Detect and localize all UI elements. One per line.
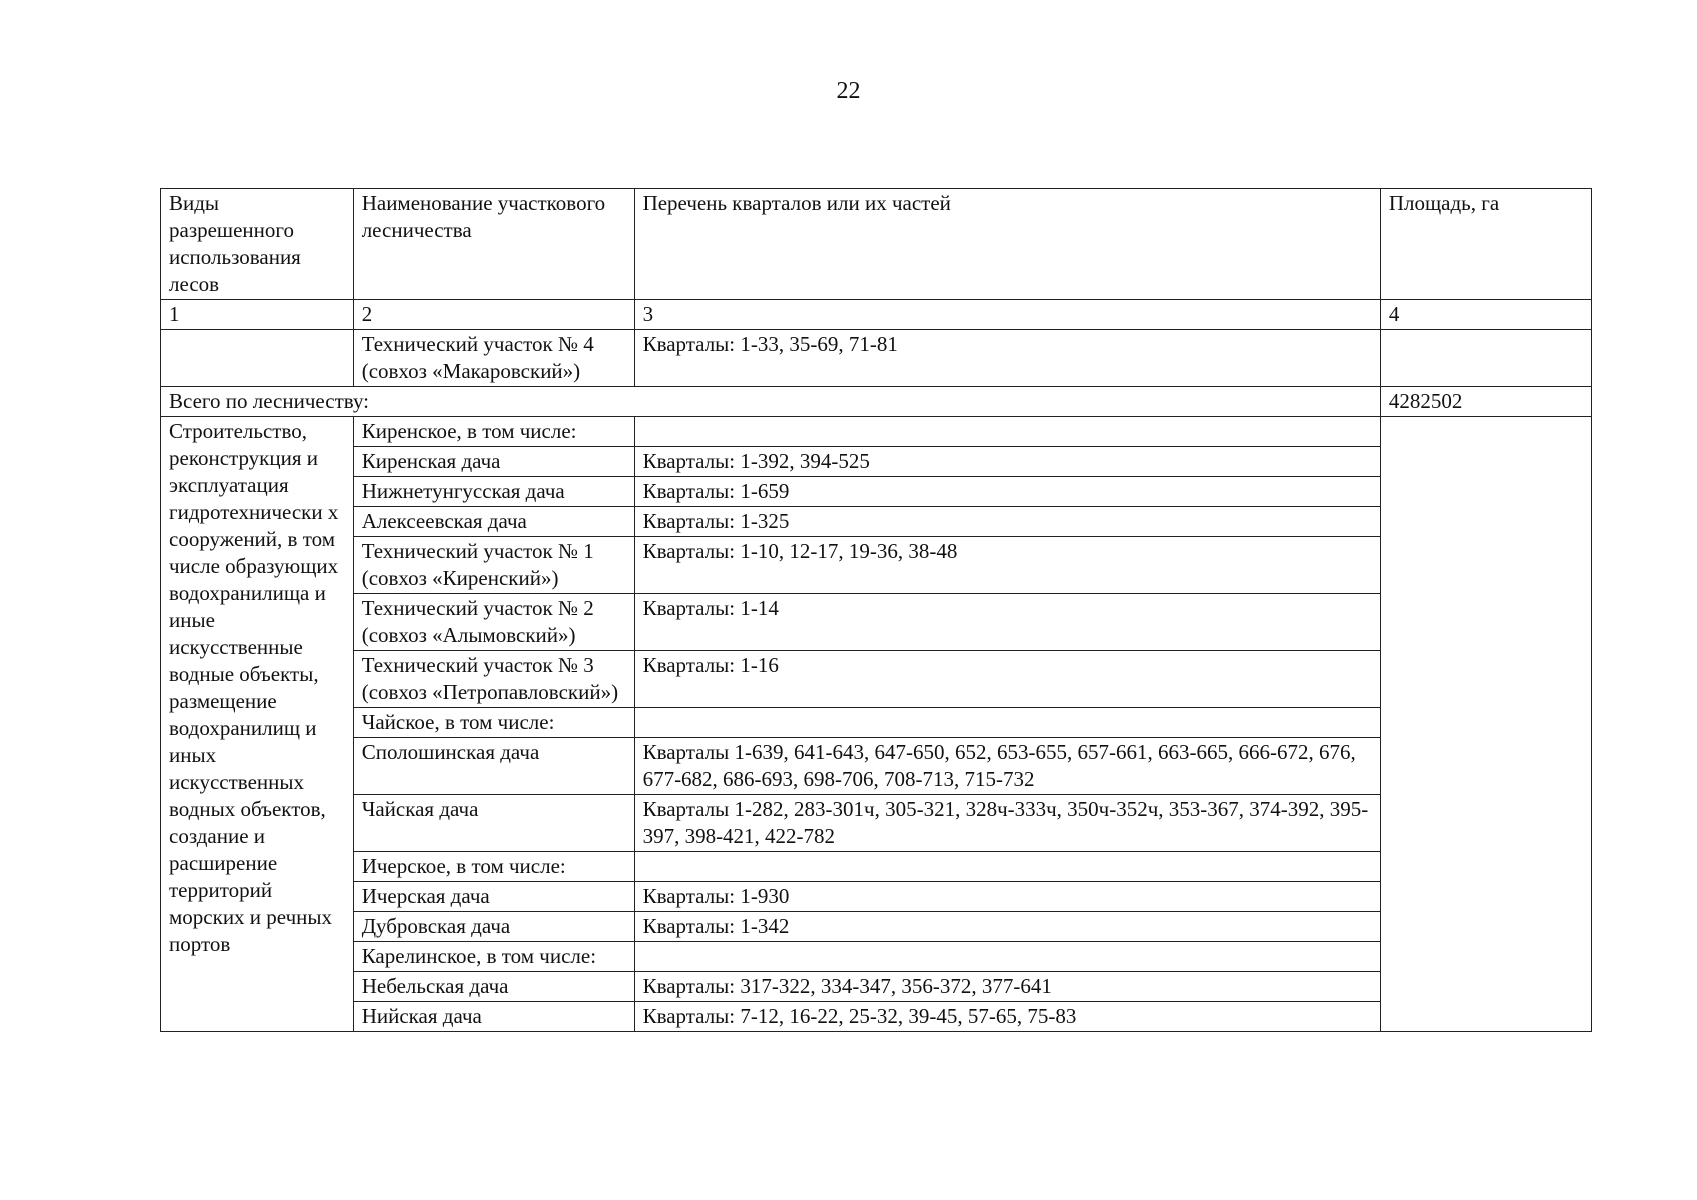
page-number: 22: [836, 78, 861, 104]
header-quarters: Перечень кварталов или их частей: [634, 189, 1380, 300]
table-header-row: [161, 189, 1592, 300]
column-numbers-row: [161, 300, 1592, 330]
forestry-name: Небельская дача: [353, 972, 634, 1002]
table-row: [161, 594, 1592, 651]
quarters-list: Кварталы: 1-659: [634, 477, 1380, 507]
quarters-list: Кварталы: 1-930: [634, 882, 1380, 912]
table-row: [161, 852, 1592, 882]
forestry-name: Киренская дача: [353, 447, 634, 477]
quarters-list: Кварталы: 1-342: [634, 912, 1380, 942]
table-row: [161, 417, 1592, 447]
table-row: [161, 447, 1592, 477]
area-cell: [1380, 417, 1591, 1032]
forest-usage-table: [160, 188, 1592, 1032]
quarters-list: Кварталы: 1-325: [634, 507, 1380, 537]
quarters-list: [634, 417, 1380, 447]
empty-cell: [1380, 330, 1591, 387]
quarters-list: [634, 852, 1380, 882]
quarters-list: [634, 942, 1380, 972]
table-row: [161, 738, 1592, 795]
table-row: [161, 651, 1592, 708]
total-area: 4282502: [1380, 387, 1591, 417]
header-area: Площадь, га: [1380, 189, 1591, 300]
quarters-list: Кварталы: 1-14: [634, 594, 1380, 651]
forestry-name: Технический участок № 1 (совхоз «Киренский»): [353, 537, 634, 594]
forestry-name: Ичерская дача: [353, 882, 634, 912]
forestry-name: Алексеевская дача: [353, 507, 634, 537]
table-row: [161, 507, 1592, 537]
table-row: [161, 912, 1592, 942]
forestry-name: Чайское, в том числе:: [353, 708, 634, 738]
forestry-name: Киренское, в том числе:: [353, 417, 634, 447]
header-usage-type: Виды разрешенного использования лесов: [161, 189, 354, 300]
table-row: [161, 330, 1592, 387]
forestry-name: Сполошинская дача: [353, 738, 634, 795]
column-number: 1: [161, 300, 354, 330]
column-number: 3: [634, 300, 1380, 330]
table-row: [161, 477, 1592, 507]
total-label: Всего по лесничеству:: [161, 387, 1381, 417]
column-number: 4: [1380, 300, 1591, 330]
table-row: [161, 708, 1592, 738]
quarters-list: Кварталы: 1-33, 35-69, 71-81: [634, 330, 1380, 387]
forestry-name: Чайская дача: [353, 795, 634, 852]
table-row: [161, 1002, 1592, 1032]
column-number: 2: [353, 300, 634, 330]
forestry-name: Технический участок № 3 (совхоз «Петропавловский»): [353, 651, 634, 708]
table-row: [161, 972, 1592, 1002]
forestry-name: Нижнетунгусская дача: [353, 477, 634, 507]
table-row: [161, 537, 1592, 594]
quarters-list: [634, 708, 1380, 738]
quarters-list: Кварталы 1-282, 283-301ч, 305-321, 328ч-333ч, 350ч-352ч, 353-367, 374-392, 395-397, 398-421, 422-782: [634, 795, 1380, 852]
quarters-list: Кварталы: 317-322, 334-347, 356-372, 377-641: [634, 972, 1380, 1002]
empty-cell: [161, 330, 354, 387]
table-row: [161, 795, 1592, 852]
quarters-list: Кварталы: 1-392, 394-525: [634, 447, 1380, 477]
quarters-list: Кварталы 1-639, 641-643, 647-650, 652, 653-655, 657-661, 663-665, 666-672, 676, 677-682, 686-693, 698-706, 708-713, 715-732: [634, 738, 1380, 795]
forestry-name: Нийская дача: [353, 1002, 634, 1032]
forestry-name: Технический участок № 2 (совхоз «Алымовский»): [353, 594, 634, 651]
table-row: [161, 882, 1592, 912]
table-row: [161, 942, 1592, 972]
forestry-name: Технический участок № 4 (совхоз «Макаровский»): [353, 330, 634, 387]
forestry-name: Ичерское, в том числе:: [353, 852, 634, 882]
total-row: [161, 387, 1592, 417]
header-forestry-name: Наименование участкового лесничества: [353, 189, 634, 300]
forestry-name: Карелинское, в том числе:: [353, 942, 634, 972]
quarters-list: Кварталы: 7-12, 16-22, 25-32, 39-45, 57-65, 75-83: [634, 1002, 1380, 1032]
forestry-name: Дубровская дача: [353, 912, 634, 942]
quarters-list: Кварталы: 1-16: [634, 651, 1380, 708]
quarters-list: Кварталы: 1-10, 12-17, 19-36, 38-48: [634, 537, 1380, 594]
usage-type-cell: Строительство, реконструкция и эксплуатация гидротехнически х сооружений, в том числе образующих водохранилища и иные искусственные водные объекты, размещение водохранилищ и иных искусственных водных объектов, создание и расширение территорий морских и речных портов: [161, 417, 354, 1032]
